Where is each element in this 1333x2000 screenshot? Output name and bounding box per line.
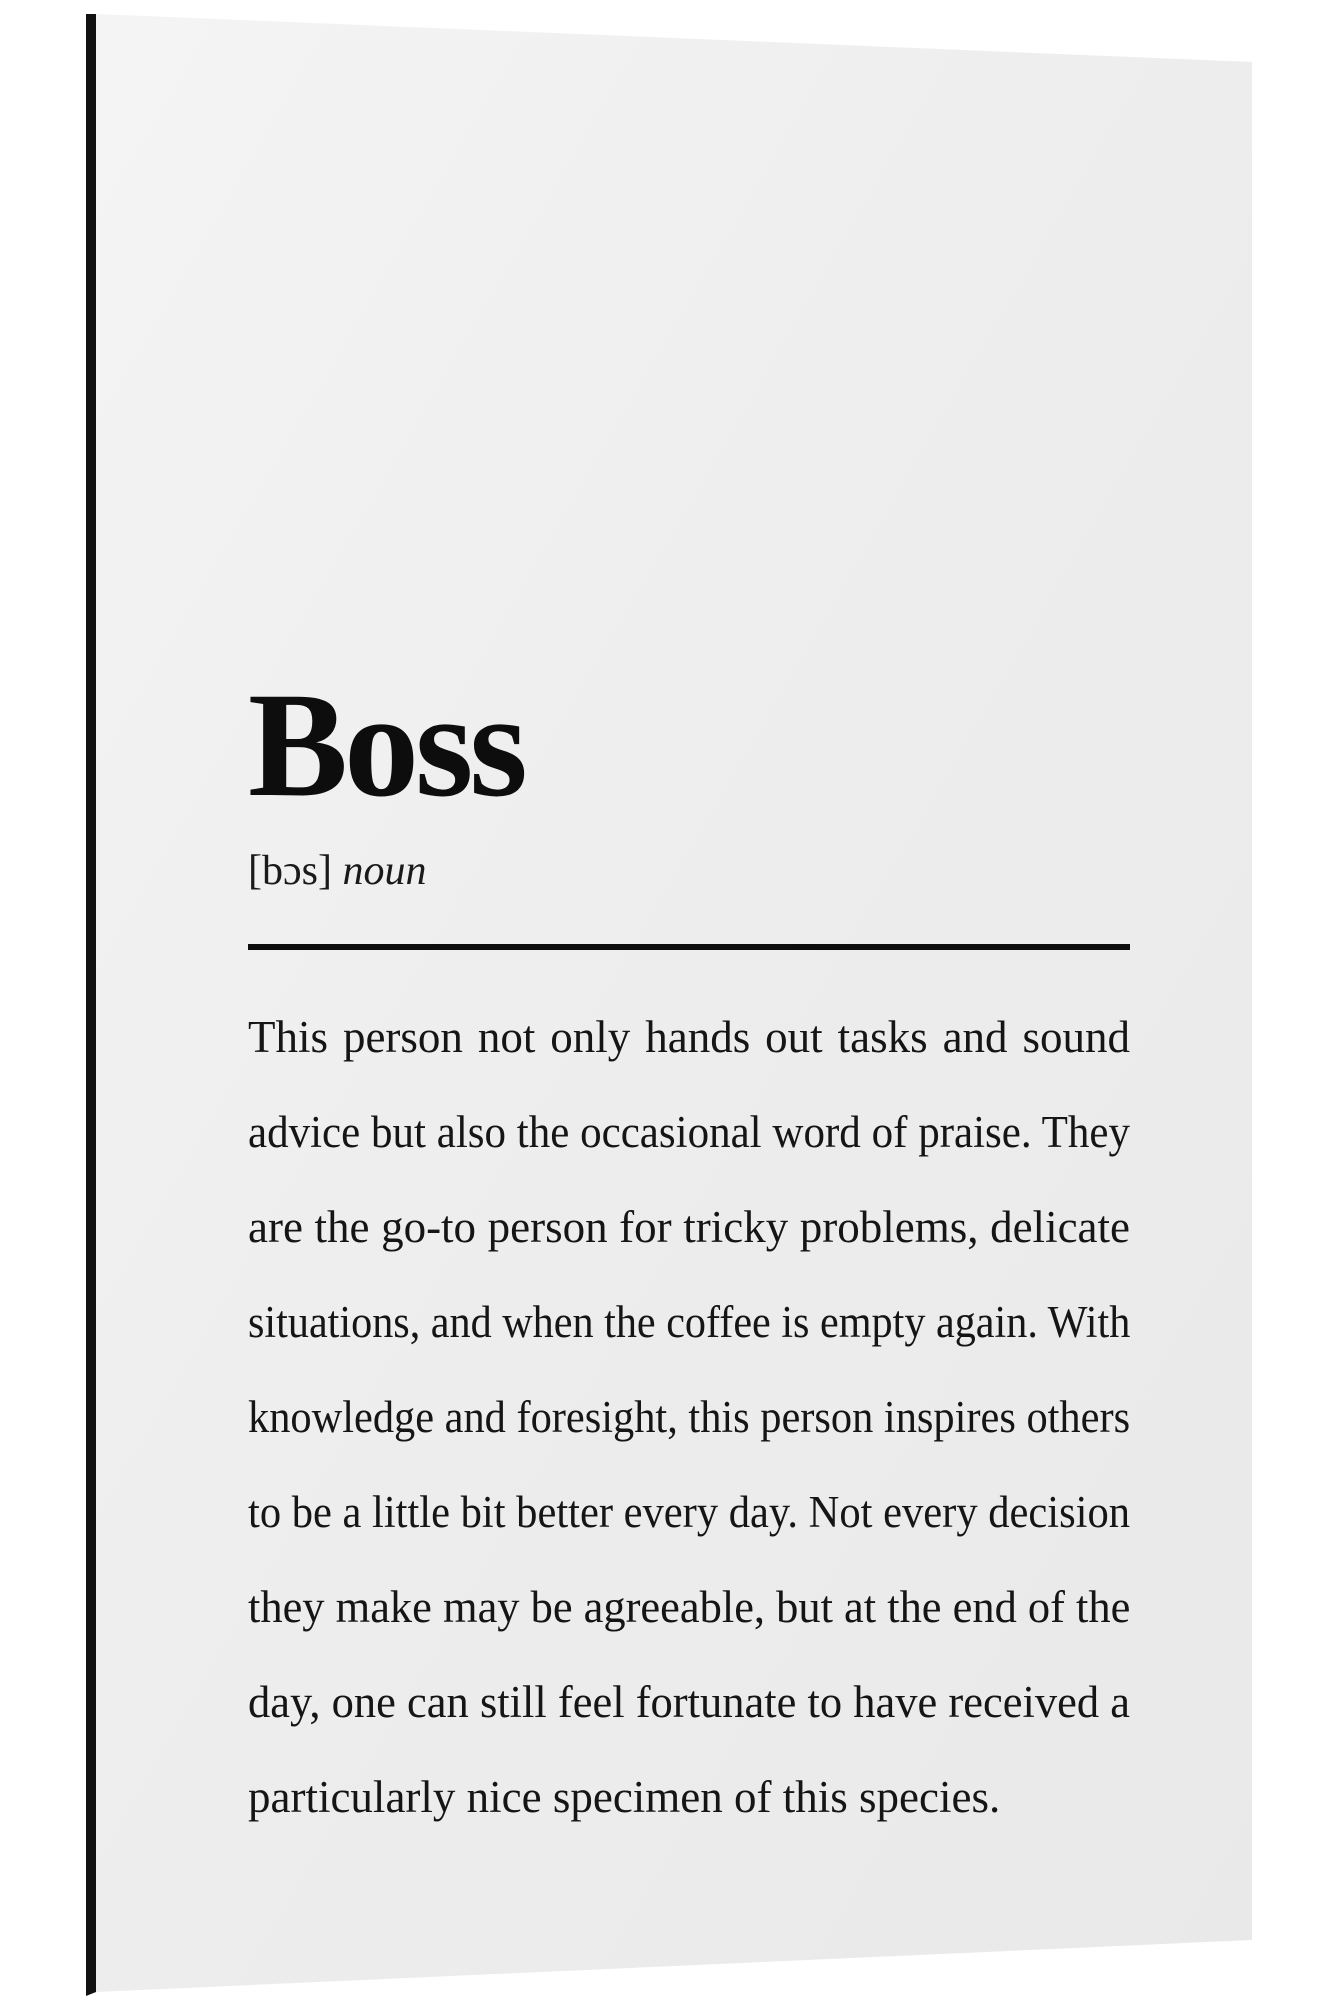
definition-line: they make may be agreeable, but at the end of the (248, 1582, 1131, 1632)
pronunciation-line (248, 850, 1130, 892)
definition-line: knowledge and foresight, this person inspires others (248, 1392, 1131, 1442)
definition-line: This person not only hands out tasks and sound (248, 1012, 1130, 1062)
headword: Boss (248, 662, 524, 828)
definition-line: situations, and when the coffee is empty again. With (248, 1297, 1131, 1347)
print-side-edge (86, 14, 96, 1996)
divider-rule (248, 944, 1130, 950)
definition-line: particularly nice specimen of this species. (248, 1772, 1001, 1822)
definition-line: are the go-to person for tricky problems, delicate (248, 1202, 1130, 1252)
definition-line: to be a little bit better every day. Not every decision (248, 1487, 1131, 1537)
dictionary-entry (248, 662, 1131, 1845)
definition-line: advice but also the occasional word of praise. They (248, 1107, 1130, 1157)
pronunciation: [bɔs] (248, 848, 332, 894)
definition (248, 990, 1130, 1845)
definition-line: day, one can still feel fortunate to have received a (248, 1677, 1130, 1727)
part-of-speech: noun (342, 848, 427, 894)
